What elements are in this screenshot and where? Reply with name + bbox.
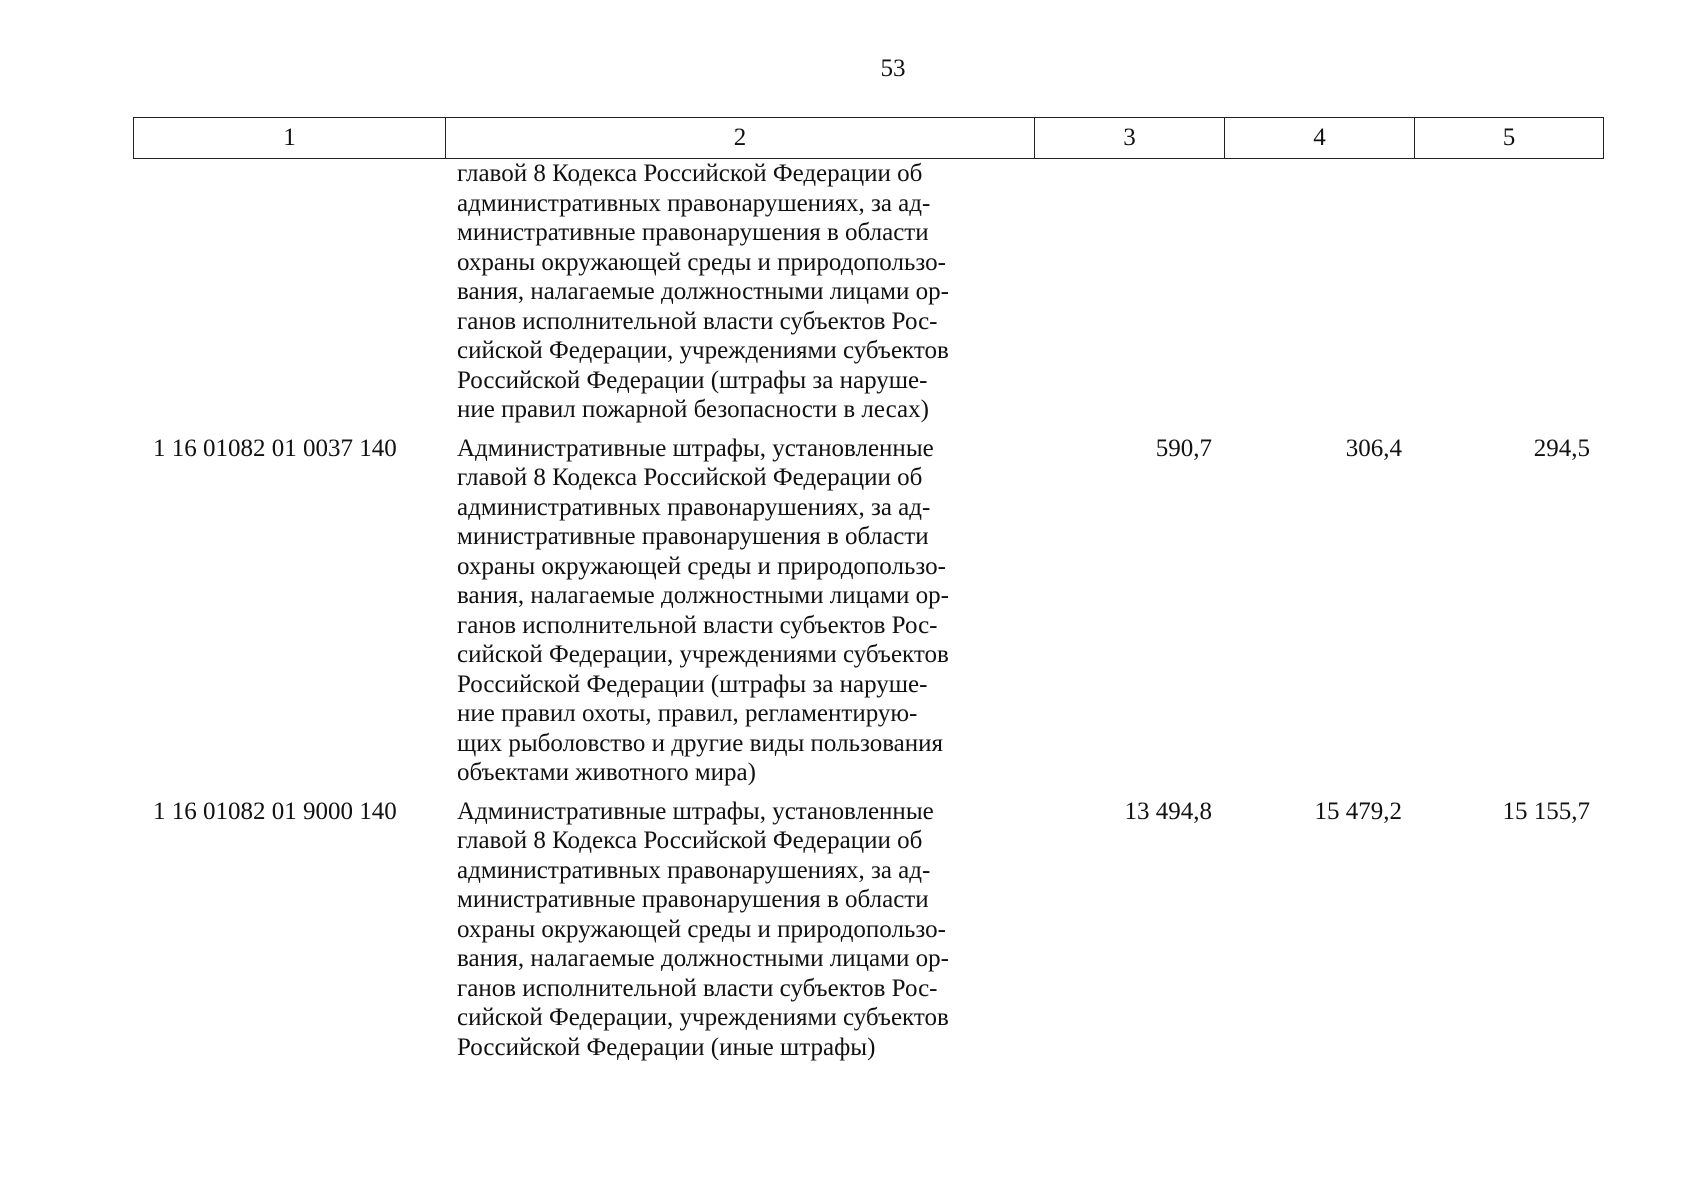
row-value-col4: 15 479,2	[1314, 797, 1402, 825]
description-line: сийской Федерации, учреждениями субъектов	[457, 337, 949, 364]
row-description	[445, 434, 1034, 788]
description-line: сийской Федерации, учреждениями субъектов	[457, 641, 949, 668]
description-line: административных правонарушениях, за ад-	[457, 493, 931, 521]
description-line: щих рыболовство и другие виды пользования	[457, 729, 944, 757]
description-line: министративные правонарушения в области	[457, 219, 929, 246]
row-gap	[133, 788, 1604, 797]
description-line: Административные штрафы, установленные	[457, 434, 934, 462]
description-line: ганов исполнительной власти субъектов Рос-	[457, 974, 938, 1002]
description-line: сийской Федерации, учреждениями субъектов	[457, 1004, 949, 1031]
description-line: Административные штрафы, установленные	[457, 797, 934, 825]
header-cell-5: 5	[1502, 124, 1516, 151]
table-row	[133, 434, 1604, 788]
description-line: Российской Федерации (иные штрафы)	[457, 1033, 876, 1061]
table-body	[133, 159, 1604, 1062]
description-line: административных правонарушениях, за ад-	[457, 856, 931, 884]
row-code: 1 16 01082 01 9000 140	[153, 797, 397, 825]
header-cell-3: 3	[1035, 118, 1225, 158]
row-value-col5: 294,5	[1533, 434, 1590, 462]
description-line: главой 8 Кодекса Российской Федерации об	[457, 464, 923, 491]
description-line: министративные правонарушения в области	[457, 886, 929, 913]
row-value-col3: 590,7	[1155, 434, 1212, 462]
row-value-col5: 15 155,7	[1502, 797, 1590, 825]
description-line: министративные правонарушения в области	[457, 523, 929, 550]
description-line: главой 8 Кодекса Российской Федерации об	[457, 160, 923, 187]
page-number: 53	[880, 55, 906, 82]
description-line: Российской Федерации (штрафы за наруше-	[457, 670, 928, 698]
description-line: охраны окружающей среды и природопользо-	[457, 248, 946, 276]
table-row	[133, 797, 1604, 1063]
description-line: охраны окружающей среды и природопользо-	[457, 915, 946, 943]
description-line: Российской Федерации (штрафы за наруше-	[457, 366, 928, 394]
description-line: охраны окружающей среды и природопользо-	[457, 552, 946, 580]
table-header	[133, 117, 1604, 159]
row-gap	[133, 425, 1604, 434]
header-cell-1: 1	[134, 118, 446, 158]
description-line: вания, налагаемые должностными лицами ор-	[457, 945, 949, 972]
description-line: ганов исполнительной власти субъектов Рос-	[457, 611, 938, 639]
description-line: административных правонарушениях, за ад-	[457, 189, 931, 217]
row-value-col4: 306,4	[1345, 434, 1402, 462]
description-line: объектами животного мира)	[457, 759, 756, 786]
header-cell-4: 4	[1225, 118, 1415, 158]
description-line: ние правил охоты, правил, регламентирую-	[457, 700, 918, 727]
header-cell-2: 2	[446, 118, 1035, 158]
description-line: вания, налагаемые должностными лицами ор-	[457, 582, 949, 609]
row-code: 1 16 01082 01 0037 140	[153, 434, 397, 462]
row-description	[445, 797, 1034, 1063]
description-line: ганов исполнительной власти субъектов Рос-	[457, 307, 938, 335]
description-line: вания, налагаемые должностными лицами ор-	[457, 278, 949, 305]
row-description	[445, 159, 1034, 425]
table-row	[133, 159, 1604, 425]
description-line: ние правил пожарной безопасности в лесах)	[457, 396, 929, 423]
row-value-col3: 13 494,8	[1124, 797, 1212, 825]
description-line: главой 8 Кодекса Российской Федерации об	[457, 827, 923, 854]
